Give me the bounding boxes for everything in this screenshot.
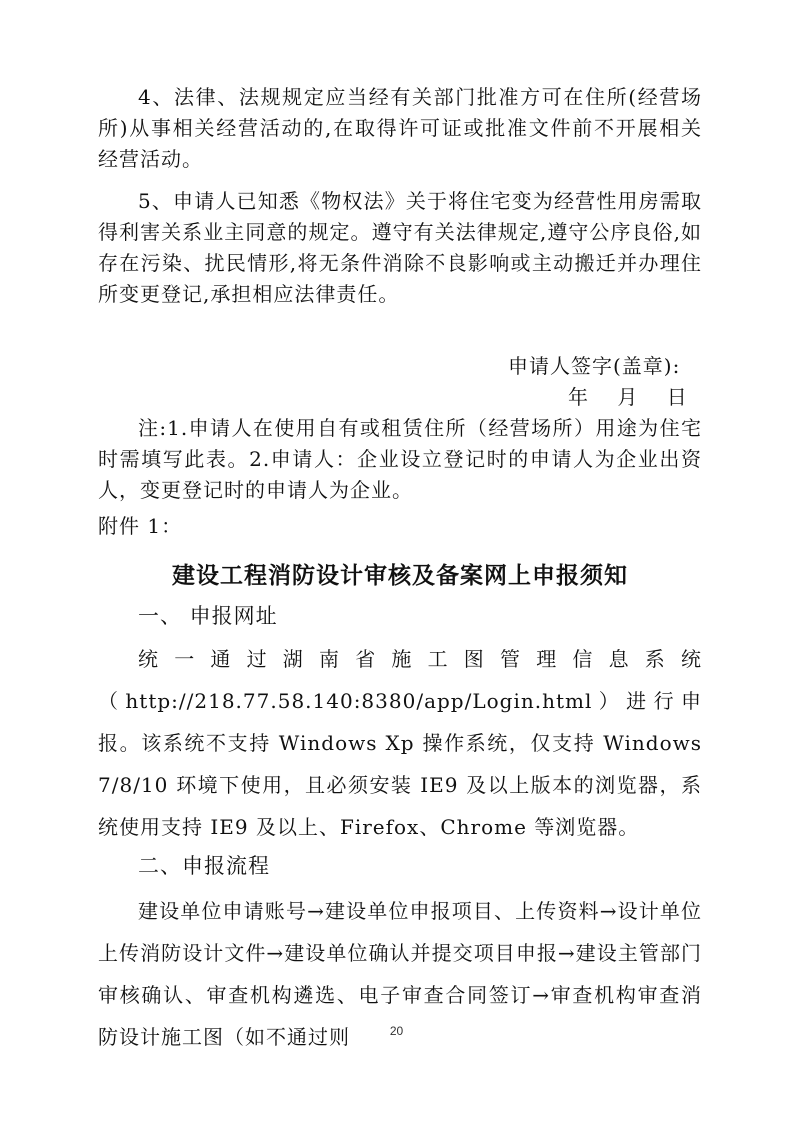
signature-date: 年 月 日 xyxy=(568,385,688,409)
signature-label: 申请人签字(盖章): xyxy=(508,354,681,378)
attachment-label: 附件 1： xyxy=(98,514,183,538)
section-1-body: 统一通过湖南省施工图管理信息系统（http://218.77.58.140:8380/app/Login.html）进行申报。该系统不支持 Windows Xp 操作系统，仅支持 Windows 7/8/10 环境下使用，且必须安装 IE9 及以上版本的浏览器，系统使用支持 IE9 及以上、Firefox、Chrome 等浏览器。 xyxy=(98,647,702,839)
section-2-body: 建设单位申请账号→建设单位申报项目、上传资料→设计单位上传消防设计文件→建设单位确认并提交项目申报→建设主管部门审核确认、审查机构遴选、电子审查合同签订→审查机构审查消防设计施工图（如不通过则 xyxy=(98,899,702,1049)
note-paragraph: 注:1.申请人在使用自有或租赁住所（经营场所）用途为住宅时需填写此表。2.申请人：企业设立登记时的申请人为企业出资人，变更登记时的申请人为企业。 xyxy=(98,416,702,502)
section-1-heading: 一、 申报网址 xyxy=(138,604,278,628)
paragraph-item-5: 5、申请人已知悉《物权法》关于将住宅变为经营性用房需取得利害关系业主同意的规定。遵守有关法律规定,遵守公序良俗,如存在污染、扰民情形,将无条件消除不良影响或主动搬迁并办理住所变更登记,承担相应法律责任。 xyxy=(98,189,702,306)
paragraph-item-4: 4、法律、法规规定应当经有关部门批准方可在住所(经营场所)从事相关经营活动的,在取得许可证或批准文件前不开展相关经营活动。 xyxy=(98,85,702,171)
page-number: 20 xyxy=(389,1024,404,1038)
document-title: 建设工程消防设计审核及备案网上申报须知 xyxy=(172,563,628,589)
section-2-heading: 二、申报流程 xyxy=(138,854,270,878)
